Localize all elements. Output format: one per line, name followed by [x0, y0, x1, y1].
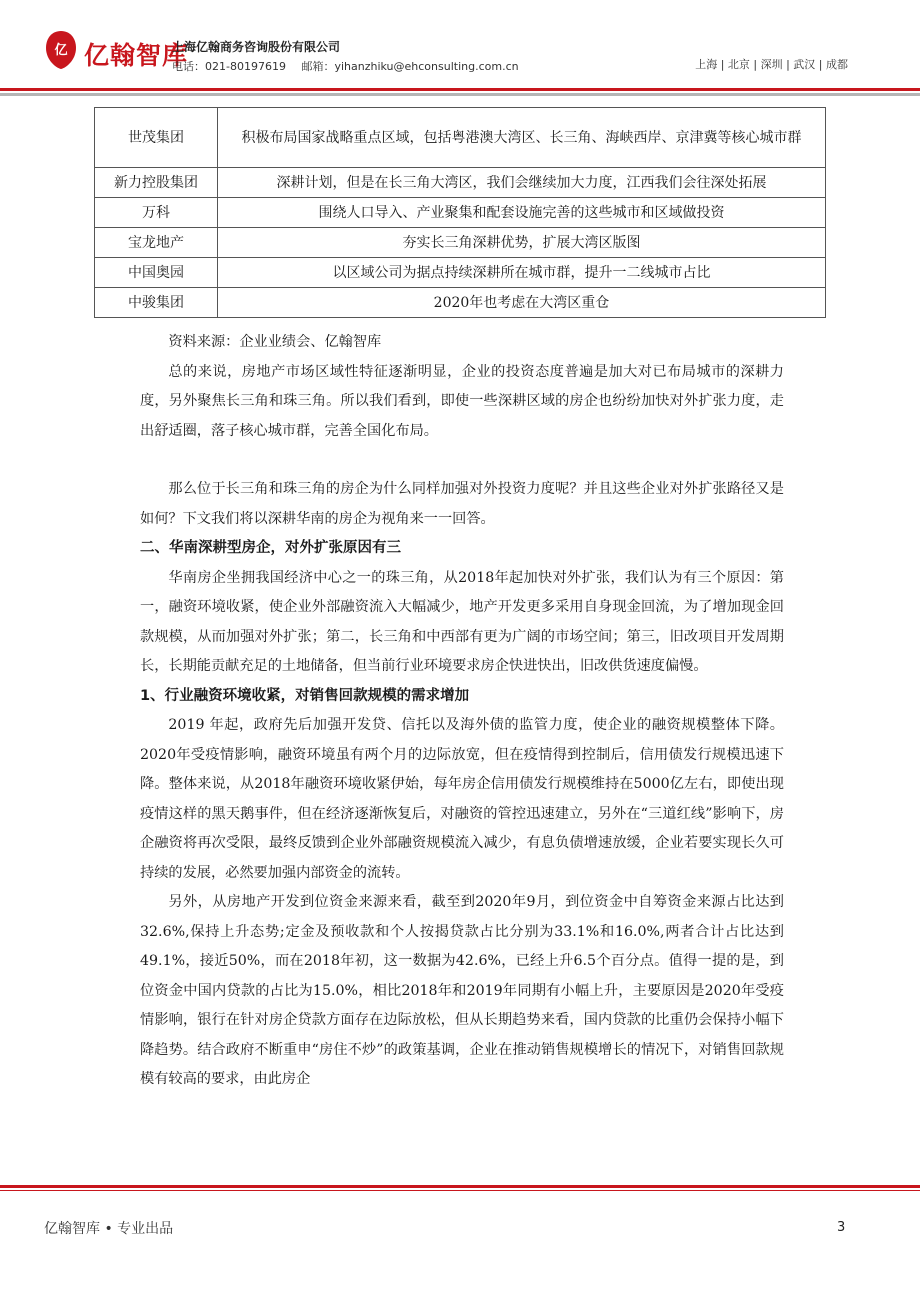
brand-name: 亿翰智库 — [84, 41, 189, 70]
email-text: 邮箱：yihanzhiku@ehconsulting.com.cn — [301, 60, 519, 73]
table-cell-company: 新力控股集团 — [95, 168, 218, 198]
table-cell-company: 万科 — [95, 198, 218, 228]
table-row — [95, 108, 826, 168]
page-number: 3 — [837, 1220, 846, 1235]
article-body — [140, 328, 784, 1095]
paragraph: 2019 年起，政府先后加强开发贷、信托以及海外债的监管力度，使企业的融资规模整体下降。2020年受疫情影响，融资环境虽有两个月的边际放宽，但在疫情得到控制后，信用债发行规模迅速下降。整体来说，从2018年融资环境收紧伊始，每年房企信用债发行规模维持在5000亿左右，即使出现疫情这样的黑天鹅事件，但在经济逐渐恢复后，对融资的管控迅速建立，另外在“三道红线”影响下，房企融资将再次受限，最终反馈到企业外部融资规模流入减少，有息负债增速放缓，企业若要实现长久可持续的发展，必然要加强内部资金的流转。 — [140, 717, 784, 881]
table-cell-strategy: 深耕计划，但是在长三角大湾区，我们会继续加大力度，江西我们会往深处拓展 — [218, 168, 826, 198]
page-header — [0, 0, 920, 100]
contact-info — [172, 58, 531, 74]
table-cell-strategy: 2020年也考虑在大湾区重仓 — [218, 288, 826, 318]
subsection-heading: 1、行业融资环境收紧，对销售回款规模的需求增加 — [140, 687, 470, 704]
table-cell-company: 宝龙地产 — [95, 228, 218, 258]
paragraph: 华南房企坐拥我国经济中心之一的珠三角，从2018年起加快对外扩张，我们认为有三个原因：第一，融资环境收紧，使企业外部融资流入大幅减少，地产开发更多采用自身现金回流，为了增加现金回款规模，从而加强对外扩张；第二，长三角和中西部有更为广阔的市场空间；第三，旧改项目开发周期长，长期能贡献充足的土地储备，但当前行业环境要求房企快进快出，旧改供货速度偏慢。 — [140, 569, 784, 674]
table-row — [95, 288, 826, 318]
paragraph: 总的来说，房地产市场区域性特征逐渐明显，企业的投资态度普遍是加大对已布局城市的深耕力度，另外聚焦长三角和珠三角。所以我们看到，即使一些深耕区域的房企也纷纷加快对外扩张力度，走出舒适圈，落子核心城市群，完善全国化布局。 — [140, 363, 784, 439]
table-cell-company: 中骏集团 — [95, 288, 218, 318]
table-cell-strategy: 围绕人口导入、产业聚集和配套设施完善的这些城市和区域做投资 — [218, 198, 826, 228]
paragraph: 另外，从房地产开发到位资金来源来看，截至到2020年9月，到位资金中自筹资金来源占比达到32.6%,保持上升态势;定金及预收款和个人按揭贷款占比分别为33.1%和16.0%,两者合计占比达到49.1%，接近50%，而在2018年初，这一数据为42.6%，已经上升6.5个百分点。值得一提的是，到位资金中国内贷款的占比为15.0%，相比2018年和2019年同期有小幅上升，主要原因是2020年受疫情影响，银行在针对房企贷款方面存在边际放松，但从长期趋势来看，国内贷款的比重仍会保持小幅下降趋势。结合政府不断重申“房住不炒”的政策基调，企业在推动销售规模增长的情况下，对销售回款规模有较高的要求，由此房企 — [140, 894, 784, 1087]
table-row — [95, 168, 826, 198]
table-cell-strategy: 以区域公司为据点持续深耕所在城市群，提升一二线城市占比 — [218, 258, 826, 288]
office-cities: 上海 | 北京 | 深圳 | 武汉 | 成都 — [695, 58, 848, 71]
header-rule-gray — [0, 93, 920, 96]
table-row — [95, 228, 826, 258]
brand-logo-icon — [44, 30, 78, 70]
footer-rule — [0, 1185, 920, 1188]
section-heading: 二、华南深耕型房企，对外扩张原因有三 — [140, 540, 401, 556]
strategy-table — [94, 107, 826, 318]
svg-text:亿: 亿 — [54, 43, 68, 58]
footer-tagline: 亿翰智库 • 专业出品 — [44, 1221, 174, 1237]
table-cell-strategy: 积极布局国家战略重点区域，包括粤港澳大湾区、长三角、海峡西岸、京津冀等核心城市群 — [218, 108, 826, 168]
phone-text: 电话：021-80197619 — [172, 60, 286, 73]
table-cell-company: 中国奥园 — [95, 258, 218, 288]
footer-rule-thin — [0, 1190, 920, 1191]
header-rule-red — [0, 88, 920, 91]
table-source-note: 资料来源：企业业绩会、亿翰智库 — [168, 334, 382, 350]
company-name: 上海亿翰商务咨询股份有限公司 — [172, 40, 341, 54]
paragraph: 那么位于长三角和珠三角的房企为什么同样加强对外投资力度呢？并且这些企业对外扩张路径又是如何？下文我们将以深耕华南的房企为视角来一一回答。 — [140, 481, 784, 527]
table-cell-strategy: 夯实长三角深耕优势，扩展大湾区版图 — [218, 228, 826, 258]
table-row — [95, 198, 826, 228]
table-cell-company: 世茂集团 — [95, 108, 218, 168]
table-row — [95, 258, 826, 288]
